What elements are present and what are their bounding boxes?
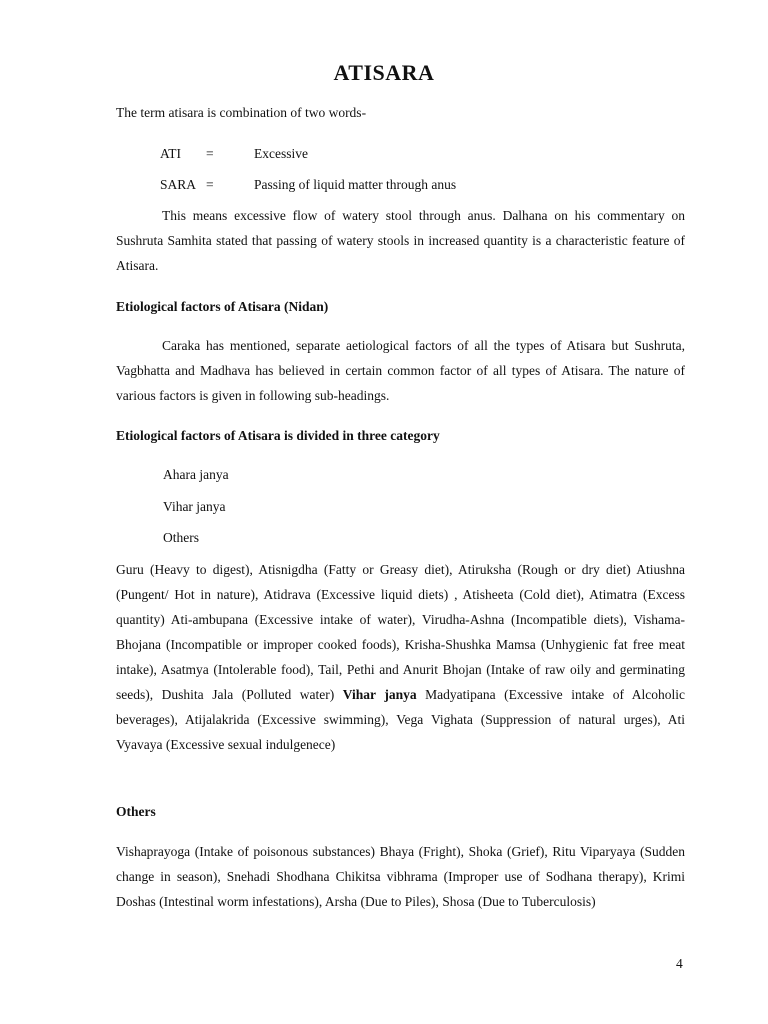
text-run: Guru (Heavy to digest), Atisnigdha (Fatty or Greasy diet), Atiruksha (Rough or dry diet) Atiushna (Pungent/ Hot in nature), Atidrava (Excessive liquid diets) , Atisheeta (Cold diet), Atimatra (Excess quantity) Ati-ambupana (Excessive intake of water), Virudha-Ashna (Incompatible diets), Vishama-Bhojana (Incompatible or improper cooked foods), Krisha-Shushka Mamsa (Unhygienic fat free meat intake), Asatmya (Intolerable food), Tail, Pethi and Anurit Bhojan (Intake of raw oily and germinating seeds), Dushita Jala (Polluted water)	[116, 562, 685, 702]
paragraph-others: Vishaprayoga (Intake of poisonous substances) Bhaya (Fright), Shoka (Grief), Ritu Viparyaya (Sudden change in season), Snehadi Shodhana Chikitsa vibhrama (Improper use of Sodhana therapy), Krimi Doshas (Intestinal worm infestations), Arsha (Due to Piles), Shosa (Due to Tuberculosis)	[116, 844, 685, 909]
paragraph-ahara-factors	[116, 557, 685, 757]
page-number: 4	[676, 956, 683, 971]
definition-ati	[160, 146, 308, 162]
definition-meaning: Passing of liquid matter through anus	[254, 177, 457, 192]
definition-sara	[160, 177, 456, 193]
definition-equals: =	[206, 177, 214, 192]
paragraph-caraka: Caraka has mentioned, separate aetiological factors of all the types of Atisara but Sushruta, Vagbhatta and Madhava has believed in certain common factor of all types of Atisara. The nature of various factors is given in following sub-headings.	[116, 338, 685, 403]
text-run: Madyatipana (Excessive intake of Alcoholic beverages), Atijalakrida (Excessive swimming), Vega Vighata (Suppression of natural urges), Ati Vyavaya (Excessive sexual indulgenece)	[116, 687, 685, 752]
category-list	[163, 467, 229, 562]
definition-term: ATI	[160, 146, 181, 161]
intro-line: The term atisara is combination of two words-	[116, 105, 367, 120]
definition-meaning: Excessive	[254, 146, 308, 161]
heading-etiological-category: Etiological factors of Atisara is divided in three category	[116, 428, 440, 443]
paragraph-meaning: This means excessive flow of watery stool through anus. Dalhana on his commentary on Sushruta Samhita stated that passing of watery stools in increased quantity is a characteristic feature of Atisara.	[116, 208, 685, 273]
list-item: Others	[163, 530, 199, 545]
page-title: ATISARA	[333, 60, 435, 85]
list-item: Ahara janya	[163, 467, 229, 482]
list-item: Vihar janya	[163, 498, 226, 514]
inline-heading-vihar-janya: Vihar janya	[342, 687, 417, 702]
heading-etiological-nidan: Etiological factors of Atisara (Nidan)	[116, 299, 329, 314]
heading-others: Others	[116, 804, 156, 819]
definition-term: SARA	[160, 177, 197, 192]
definition-equals: =	[206, 146, 214, 161]
